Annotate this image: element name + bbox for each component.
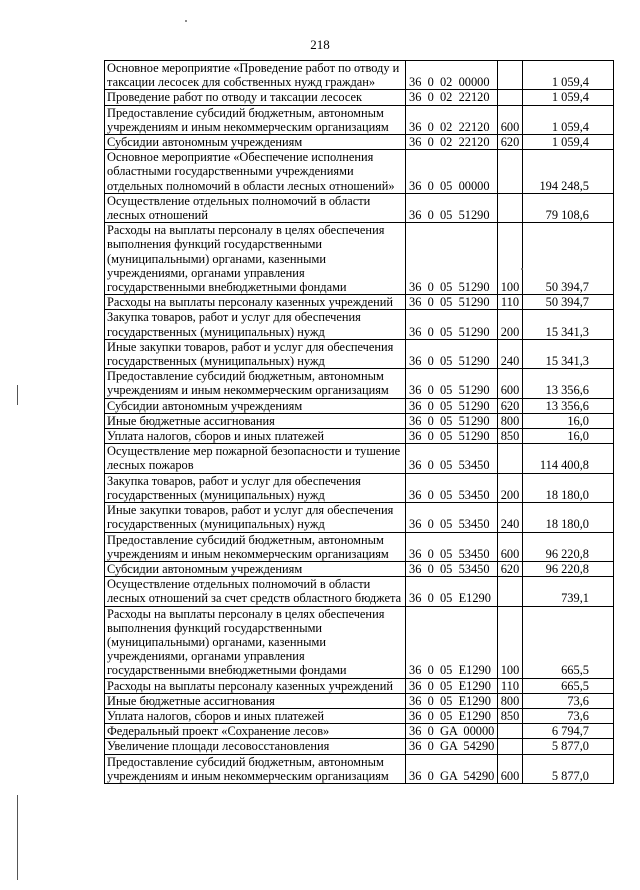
row-name-cell: Проведение работ по отводу и таксации лесосек [105,90,406,105]
table-row [105,223,614,295]
row-expense-type-cell: 100 [498,606,523,678]
row-expense-type-cell: 240 [498,503,523,532]
table-row [105,369,614,398]
row-expense-type-cell: 600 [498,105,523,134]
row-code-cell: 36 0 05 53450 [406,473,498,502]
row-name-cell: Осуществление мер пожарной безопасности и тушение лесных пожаров [105,444,406,473]
table-row [105,444,614,473]
row-expense-type-cell: 600 [498,369,523,398]
row-name-cell: Осуществление отдельных полномочий в области лесных отношений за счет средств областного бюджета [105,577,406,606]
page-number: 218 [310,37,330,52]
row-name-cell: Увеличение площади лесовосстановления [105,739,406,754]
row-name-cell: Расходы на выплаты персоналу в целях обеспечения выполнения функций государственными (муниципальными) органами, казенными учреждениями, органами управления государственными внебюджетными фондами [105,223,406,295]
row-expense-type-cell: 600 [498,754,523,783]
row-amount-cell: 5 877,0 [523,739,614,754]
scan-speck [521,268,523,270]
row-expense-type-cell [498,150,523,194]
table-row [105,473,614,502]
row-name-cell: Осуществление отдельных полномочий в области лесных отношений [105,193,406,222]
row-expense-type-cell [498,724,523,739]
row-expense-type-cell: 800 [498,413,523,428]
table-row [105,398,614,413]
row-code-cell: 36 0 02 00000 [406,61,498,90]
table-row [105,310,614,339]
row-name-cell: Закупка товаров, работ и услуг для обеспечения государственных (муниципальных) нужд [105,473,406,502]
row-amount-cell: 79 108,6 [523,193,614,222]
row-name-cell: Субсидии автономным учреждениям [105,135,406,150]
row-amount-cell: 665,5 [523,606,614,678]
row-amount-cell: 18 180,0 [523,473,614,502]
row-name-cell: Расходы на выплаты персоналу казенных учреждений [105,295,406,310]
row-expense-type-cell: 620 [498,398,523,413]
row-expense-type-cell: 850 [498,429,523,444]
row-code-cell: 36 0 GA 54290 [406,754,498,783]
row-name-cell: Основное мероприятие «Обеспечение исполнения областными государственными учреждениями отдельных полномочий в области лесных отношений» [105,150,406,194]
row-code-cell: 36 0 05 00000 [406,150,498,194]
row-name-cell: Уплата налогов, сборов и иных платежей [105,429,406,444]
table-row [105,135,614,150]
row-amount-cell: 13 356,6 [523,398,614,413]
row-amount-cell: 1 059,4 [523,135,614,150]
row-code-cell: 36 0 05 51290 [406,429,498,444]
table-row [105,150,614,194]
row-expense-type-cell [498,444,523,473]
scan-edge-line [17,795,18,880]
row-code-cell: 36 0 05 51290 [406,295,498,310]
row-amount-cell: 15 341,3 [523,310,614,339]
row-name-cell: Федеральный проект «Сохранение лесов» [105,724,406,739]
row-code-cell: 36 0 05 51290 [406,223,498,295]
row-amount-cell: 16,0 [523,413,614,428]
row-code-cell: 36 0 05 Е1290 [406,606,498,678]
row-expense-type-cell: 600 [498,532,523,561]
row-amount-cell: 1 059,4 [523,61,614,90]
row-name-cell: Иные бюджетные ассигнования [105,413,406,428]
scan-speck [185,20,187,22]
row-code-cell: 36 0 05 Е1290 [406,577,498,606]
row-code-cell: 36 0 05 51290 [406,193,498,222]
row-expense-type-cell [498,577,523,606]
row-amount-cell: 5 877,0 [523,754,614,783]
table-row [105,503,614,532]
row-amount-cell: 6 794,7 [523,724,614,739]
row-name-cell: Иные бюджетные ассигнования [105,693,406,708]
row-amount-cell: 50 394,7 [523,295,614,310]
row-code-cell: 36 0 02 22120 [406,105,498,134]
row-expense-type-cell: 800 [498,693,523,708]
row-amount-cell: 73,6 [523,708,614,723]
row-name-cell: Субсидии автономным учреждениям [105,561,406,576]
row-name-cell: Субсидии автономным учреждениям [105,398,406,413]
row-name-cell: Расходы на выплаты персоналу в целях обеспечения выполнения функций государственными (муниципальными) органами, казенными учреждениями, органами управления государственными внебюджетными фондами [105,606,406,678]
row-code-cell: 36 0 GA 54290 [406,739,498,754]
row-amount-cell: 1 059,4 [523,90,614,105]
table-row [105,754,614,783]
table-body [105,61,614,784]
row-amount-cell: 114 400,8 [523,444,614,473]
row-amount-cell: 665,5 [523,678,614,693]
table-row [105,561,614,576]
table-row [105,577,614,606]
table-row [105,413,614,428]
row-name-cell: Основное мероприятие «Проведение работ по отводу и таксации лесосек для собственных нужд граждан» [105,61,406,90]
table-row [105,724,614,739]
row-expense-type-cell: 110 [498,295,523,310]
row-name-cell: Предоставление субсидий бюджетным, автономным учреждениям и иным некоммерческим организациям [105,369,406,398]
row-amount-cell: 16,0 [523,429,614,444]
row-name-cell: Закупка товаров, работ и услуг для обеспечения государственных (муниципальных) нужд [105,310,406,339]
row-expense-type-cell: 200 [498,473,523,502]
row-expense-type-cell: 110 [498,678,523,693]
row-expense-type-cell: 620 [498,135,523,150]
scan-edge-line [17,385,18,405]
row-expense-type-cell: 850 [498,708,523,723]
row-amount-cell: 73,6 [523,693,614,708]
row-amount-cell: 13 356,6 [523,369,614,398]
row-expense-type-cell [498,90,523,105]
row-amount-cell: 96 220,8 [523,561,614,576]
row-expense-type-cell: 620 [498,561,523,576]
table-row [105,339,614,368]
row-code-cell: 36 0 05 51290 [406,413,498,428]
row-code-cell: 36 0 05 51290 [406,339,498,368]
table-row [105,105,614,134]
budget-table [104,60,614,784]
row-expense-type-cell: 100 [498,223,523,295]
table-row [105,532,614,561]
table-row [105,693,614,708]
row-code-cell: 36 0 05 Е1290 [406,708,498,723]
row-amount-cell: 50 394,7 [523,223,614,295]
row-name-cell: Расходы на выплаты персоналу казенных учреждений [105,678,406,693]
row-name-cell: Иные закупки товаров, работ и услуг для обеспечения государственных (муниципальных) нужд [105,339,406,368]
table-row [105,678,614,693]
row-code-cell: 36 0 05 51290 [406,369,498,398]
table-row [105,739,614,754]
row-name-cell: Иные закупки товаров, работ и услуг для обеспечения государственных (муниципальных) нужд [105,503,406,532]
table-row [105,61,614,90]
row-code-cell: 36 0 02 22120 [406,135,498,150]
table-row [105,606,614,678]
row-name-cell: Уплата налогов, сборов и иных платежей [105,708,406,723]
row-amount-cell: 739,1 [523,577,614,606]
row-code-cell: 36 0 05 Е1290 [406,678,498,693]
row-name-cell: Предоставление субсидий бюджетным, автономным учреждениям и иным некоммерческим организациям [105,105,406,134]
row-name-cell: Предоставление субсидий бюджетным, автономным учреждениям и иным некоммерческим организациям [105,532,406,561]
row-code-cell: 36 0 05 53450 [406,444,498,473]
row-expense-type-cell: 200 [498,310,523,339]
row-code-cell: 36 0 GA 00000 [406,724,498,739]
row-code-cell: 36 0 05 53450 [406,561,498,576]
table-row [105,429,614,444]
row-expense-type-cell: 240 [498,339,523,368]
table-row [105,193,614,222]
row-amount-cell: 194 248,5 [523,150,614,194]
row-expense-type-cell [498,61,523,90]
row-amount-cell: 18 180,0 [523,503,614,532]
row-code-cell: 36 0 05 51290 [406,310,498,339]
table-row [105,295,614,310]
row-code-cell: 36 0 05 Е1290 [406,693,498,708]
row-expense-type-cell [498,739,523,754]
row-name-cell: Предоставление субсидий бюджетным, автономным учреждениям и иным некоммерческим организациям [105,754,406,783]
row-amount-cell: 96 220,8 [523,532,614,561]
row-amount-cell: 1 059,4 [523,105,614,134]
row-expense-type-cell [498,193,523,222]
row-code-cell: 36 0 05 53450 [406,532,498,561]
table-row [105,90,614,105]
row-code-cell: 36 0 05 51290 [406,398,498,413]
row-code-cell: 36 0 05 53450 [406,503,498,532]
row-code-cell: 36 0 02 22120 [406,90,498,105]
table-row [105,708,614,723]
row-amount-cell: 15 341,3 [523,339,614,368]
